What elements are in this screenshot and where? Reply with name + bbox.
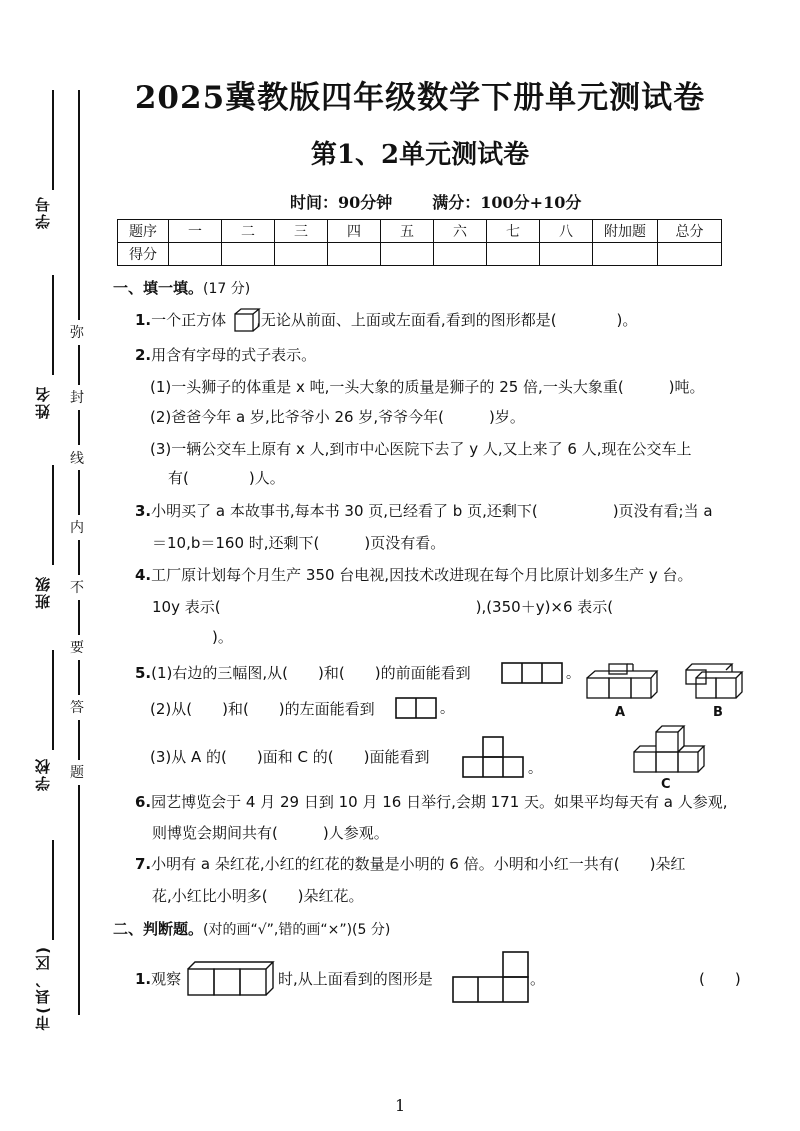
score-input-cell[interactable] bbox=[487, 243, 540, 266]
seal-char: 封 bbox=[70, 390, 84, 406]
top-view-shape bbox=[452, 950, 542, 1004]
row-cubes-figure bbox=[186, 960, 276, 998]
table-cell: 四 bbox=[328, 220, 381, 243]
figure-a-label: A bbox=[615, 705, 626, 720]
question-1-5 bbox=[135, 662, 471, 684]
score-input-cell[interactable] bbox=[328, 243, 381, 266]
question-1-2-2: (2)爸爸今年 a 岁,比爷爷小 26 岁,爷爷今年( )岁。 bbox=[150, 408, 525, 426]
name-line bbox=[52, 275, 54, 375]
left-view-shape bbox=[395, 697, 455, 719]
question-text: 观察 bbox=[151, 970, 182, 988]
margin-line bbox=[78, 540, 80, 575]
section-2-heading bbox=[113, 918, 390, 939]
question-2-1-mid: 时,从上面看到的图形是 bbox=[278, 970, 433, 988]
seal-char: 不 bbox=[70, 580, 84, 596]
seal-char: 答 bbox=[70, 700, 84, 716]
seal-char: 题 bbox=[70, 765, 84, 781]
school-line bbox=[52, 650, 54, 750]
table-cell: 总分 bbox=[658, 220, 722, 243]
svg-text:。: 。 bbox=[528, 761, 542, 777]
score-input-cell[interactable] bbox=[434, 243, 487, 266]
section-1-points: (17 分) bbox=[203, 281, 251, 297]
question-text: 用含有字母的式子表示。 bbox=[151, 346, 317, 364]
answer-blank[interactable]: ( ) bbox=[699, 970, 741, 988]
margin-line bbox=[78, 600, 80, 635]
score-input-cell[interactable] bbox=[540, 243, 593, 266]
table-cell: 二 bbox=[222, 220, 275, 243]
table-cell: 七 bbox=[487, 220, 540, 243]
district-line bbox=[52, 840, 54, 940]
section-1-heading bbox=[113, 277, 250, 298]
table-cell: 一 bbox=[169, 220, 222, 243]
score-input-cell[interactable] bbox=[381, 243, 434, 266]
table-cell: 题序 bbox=[118, 220, 169, 243]
question-1-6-cont: 则博览会期间共有( )人参观。 bbox=[152, 824, 389, 842]
margin-line bbox=[78, 470, 80, 515]
section-1-title: 一、填一填。 bbox=[113, 279, 204, 297]
question-1-4-cont2: )。 bbox=[152, 628, 233, 646]
table-cell: 五 bbox=[381, 220, 434, 243]
question-number: 6. bbox=[135, 793, 152, 811]
question-1-5-3: (3)从 A 的( )面和 C 的( )面能看到 bbox=[150, 748, 430, 766]
question-number: 1. bbox=[135, 311, 152, 329]
score-table bbox=[117, 219, 722, 266]
question-number: 4. bbox=[135, 566, 152, 584]
question-1-7-cont: 花,小红比小明多( )朵红花。 bbox=[152, 887, 364, 905]
question-2-1 bbox=[135, 968, 181, 990]
front-view-shape bbox=[501, 662, 580, 684]
seal-char: 内 bbox=[70, 520, 84, 536]
question-1-5-2: (2)从( )和( )的左面能看到 bbox=[150, 700, 375, 718]
school-label: 学校 bbox=[34, 757, 52, 791]
seal-char: 要 bbox=[70, 640, 84, 656]
score-input-cell[interactable] bbox=[658, 243, 722, 266]
figure-b-cubes bbox=[684, 662, 754, 702]
margin-line bbox=[78, 345, 80, 385]
svg-text:。: 。 bbox=[440, 701, 454, 717]
question-number: 3. bbox=[135, 502, 152, 520]
margin-line bbox=[78, 785, 80, 1015]
cross-view-shape bbox=[462, 736, 547, 778]
question-number: 7. bbox=[135, 855, 152, 873]
question-1-4-cont: 10y 表示( ),(350＋y)×6 表示( bbox=[152, 598, 614, 616]
page-title: 2025冀教版四年级数学下册单元测试卷 bbox=[134, 80, 706, 116]
table-cell: 得分 bbox=[118, 243, 169, 266]
table-cell: 三 bbox=[275, 220, 328, 243]
question-1-2-3: (3)一辆公交车上原有 x 人,到市中心医院下去了 y 人,又上来了 6 人,现在公交车上 bbox=[150, 440, 692, 458]
margin-line bbox=[78, 410, 80, 445]
name-label: 姓名 bbox=[34, 385, 52, 419]
margin-line bbox=[78, 90, 80, 320]
score-table-score-row bbox=[118, 243, 722, 266]
question-1-6 bbox=[135, 791, 728, 813]
question-1-1 bbox=[135, 309, 637, 331]
question-1-2-1: (1)一头狮子的体重是 x 吨,一头大象的质量是狮子的 25 倍,一头大象重( )吨。 bbox=[150, 378, 705, 396]
question-number: 2. bbox=[135, 346, 152, 364]
table-cell: 附加题 bbox=[593, 220, 658, 243]
question-1-2-3-cont: 有( )人。 bbox=[168, 469, 285, 487]
question-2-1-end: 。 bbox=[530, 970, 546, 988]
question-1-4 bbox=[135, 564, 693, 586]
page-subtitle: 第1、2单元测试卷 bbox=[310, 140, 530, 170]
page-number: 1 bbox=[395, 1096, 406, 1115]
section-2-points: (对的画“√”,错的画“×”)(5 分) bbox=[203, 922, 391, 938]
question-number: 1. bbox=[135, 970, 152, 988]
question-text: 工厂原计划每个月生产 350 台电视,因技术改进现在每个月比原计划多生产 y 台。 bbox=[151, 566, 693, 584]
score-input-cell[interactable] bbox=[222, 243, 275, 266]
seal-char: 弥 bbox=[70, 325, 84, 341]
section-2-title: 二、判断题。 bbox=[113, 920, 204, 938]
figure-c-cubes bbox=[632, 722, 707, 777]
figure-c-label: C bbox=[661, 777, 671, 792]
margin-line bbox=[78, 720, 80, 760]
question-1-3 bbox=[135, 500, 713, 522]
question-text: 一个正方体 bbox=[151, 311, 227, 329]
question-text: 小明买了 a 本故事书,每本书 30 页,已经看了 b 页,还剩下( )页没有看;当 a bbox=[151, 502, 713, 520]
exam-time: 时间：90分钟 bbox=[290, 193, 393, 212]
exam-info bbox=[290, 190, 621, 213]
cube-icon bbox=[233, 307, 263, 333]
seal-char: 线 bbox=[70, 451, 84, 467]
score-input-cell[interactable] bbox=[169, 243, 222, 266]
class-line bbox=[52, 465, 54, 565]
question-text: (1)右边的三幅图,从( )和( )的前面能看到 bbox=[151, 664, 471, 682]
figure-a-cubes bbox=[585, 662, 660, 702]
score-table-header-row bbox=[118, 220, 722, 243]
margin-line bbox=[78, 660, 80, 695]
exam-full-score: 满分：100分+10分 bbox=[432, 193, 582, 212]
question-number: 5. bbox=[135, 664, 152, 682]
figure-b-label: B bbox=[713, 705, 723, 720]
score-input-cell[interactable] bbox=[275, 243, 328, 266]
question-text: 园艺博览会于 4 月 29 日到 10 月 16 日举行,会期 171 天。如果平均每天有 a 人参观, bbox=[151, 793, 728, 811]
class-label: 班级 bbox=[34, 575, 52, 609]
question-text: 小明有 a 朵红花,小红的红花的数量是小明的 6 倍。小明和小红一共有( )朵红 bbox=[151, 855, 686, 873]
question-1-2 bbox=[135, 344, 316, 366]
score-input-cell[interactable] bbox=[593, 243, 658, 266]
svg-text:。: 。 bbox=[566, 666, 580, 682]
question-text: ,无论从前面、上面或左面看,看到的图形都是( )。 bbox=[256, 311, 638, 329]
district-label: 市(县、区) bbox=[34, 945, 52, 1031]
table-cell: 六 bbox=[434, 220, 487, 243]
question-1-7 bbox=[135, 853, 685, 875]
student-id-label: 学号 bbox=[34, 195, 52, 229]
table-cell: 八 bbox=[540, 220, 593, 243]
question-1-3-cont: ＝10,b＝160 时,还剩下( )页没有看。 bbox=[152, 534, 446, 552]
